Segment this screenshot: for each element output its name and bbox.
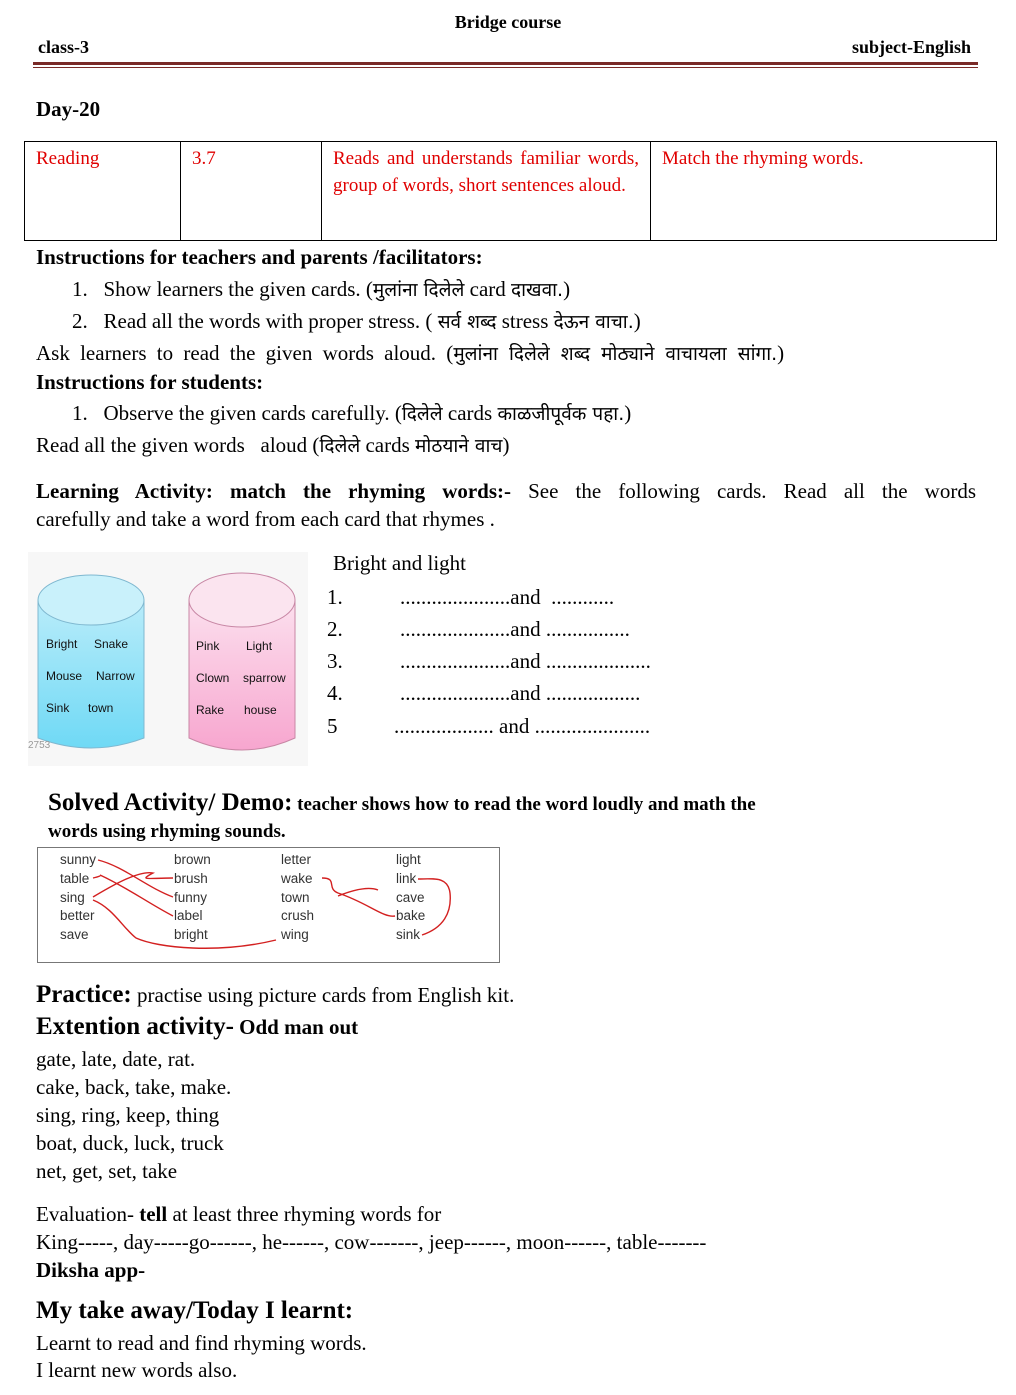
instruction-text: ) [777, 341, 785, 365]
student-instructions-heading: Instructions for students: [36, 370, 264, 394]
instruction-text: ) [563, 277, 571, 301]
example-pair: Bright and light [333, 551, 466, 575]
exercise-number: 3. [327, 649, 343, 673]
demo-word: funny [174, 890, 208, 905]
exercise-number: 2. [327, 617, 343, 641]
student-instruction-1 [72, 400, 631, 427]
cup-word: Light [246, 639, 273, 653]
odd-man-line: boat, duck, luck, truck [36, 1131, 224, 1155]
instruction-text: Read all the given words aloud ( [36, 433, 320, 457]
demo-word: letter [281, 852, 312, 867]
instruction-text: ) [633, 309, 641, 333]
learning-activity-text: See the following cards. Read all the words [511, 479, 976, 503]
solved-activity-heading: Solved Activity/ Demo: [48, 789, 293, 816]
demo-word: better [60, 908, 95, 923]
exercise-line [327, 713, 651, 739]
exercise-line [327, 648, 651, 674]
demo-word: sing [60, 890, 85, 905]
marathi-text: सर्व शब्द [437, 311, 497, 333]
extension-sub: Odd man out [233, 1015, 359, 1039]
matching-lines [38, 848, 499, 962]
evaluation-bold: tell [139, 1202, 168, 1226]
exercise-blanks: ................... and ...................... [394, 714, 651, 738]
subject-label: subject-English [851, 37, 971, 57]
rhyme-cups-illustration [28, 552, 308, 766]
takeaway-line: I learnt new words also. [36, 1358, 238, 1382]
instruction-text: Show learners the given cards. ( [103, 277, 373, 301]
demo-word: bright [174, 927, 208, 942]
list-number: 1. [72, 401, 88, 425]
header-rule-thick [33, 62, 978, 65]
demo-word: sink [396, 927, 421, 942]
demo-word: brown [174, 852, 211, 867]
header-rule-thin [33, 67, 978, 68]
practice-label: Practice: [36, 981, 132, 1008]
task-cell: Match the rhyming words. [651, 142, 997, 241]
solved-activity-line2: words using rhyming sounds. [48, 821, 286, 842]
demo-word: town [281, 890, 310, 905]
instruction-text: cards [442, 401, 498, 425]
learning-activity-line2: carefully and take a word from each card that rhymes . [36, 507, 495, 531]
teacher-instructions-heading: Instructions for teachers and parents /facilitators: [36, 245, 483, 269]
teacher-instruction-2 [72, 308, 641, 335]
takeaway-heading: My take away/Today I learnt: [36, 1297, 354, 1324]
demo-word: cave [396, 890, 425, 905]
instruction-text: Read all the words with proper stress. ( [103, 309, 438, 333]
exercise-line [327, 616, 630, 642]
instruction-text: cards [360, 433, 416, 457]
demo-word: sunny [60, 852, 97, 867]
demo-word: light [396, 852, 421, 867]
practice-line [36, 981, 514, 1009]
list-number: 1. [72, 277, 88, 301]
list-number: 2. [72, 309, 88, 333]
demo-word: crush [281, 908, 315, 923]
objective-row [25, 142, 997, 241]
extension-heading [36, 1013, 358, 1041]
cup-word: town [88, 701, 114, 715]
learning-activity-line1 [36, 478, 976, 504]
demo-word: brush [174, 871, 208, 886]
practice-text: practise using picture cards from English kit. [131, 983, 515, 1007]
class-label: class-3 [38, 37, 89, 57]
cup-word: Pink [196, 639, 220, 653]
exercise-number: 4. [327, 681, 343, 705]
code-cell: 3.7 [181, 142, 322, 241]
exercise-line [327, 680, 641, 706]
course-title: Bridge course [454, 12, 562, 32]
takeaway-line: Learnt to read and find rhyming words. [36, 1331, 367, 1355]
instruction-text: Observe the given cards carefully. ( [103, 401, 402, 425]
marathi-text: मुलांना दिलेले शब्द मोठ्याने वाचायला सांगा. [453, 343, 778, 365]
demo-word: bake [396, 908, 426, 923]
evaluation-rest: at least three rhyming words for [167, 1202, 442, 1226]
cup-word: Clown [196, 671, 230, 685]
solved-activity-desc: teacher shows how to read the word loudly and math the [292, 794, 756, 815]
exercise-blanks: .....................and ............ [400, 585, 615, 609]
demo-word: table [60, 871, 90, 886]
cup-word: Sink [46, 701, 70, 715]
odd-man-line: cake, back, take, make. [36, 1075, 232, 1099]
cups-svg [28, 552, 308, 766]
evaluation-words: King-----, day-----go------, he------, cow-------, jeep------, moon------, table------- [36, 1230, 707, 1254]
match-line [418, 879, 450, 935]
cup-word: Mouse [46, 669, 83, 683]
instruction-text: Ask learners to read the given words aloud. ( [36, 341, 454, 365]
solved-activity-line1 [48, 789, 756, 817]
area-cell: Reading [25, 142, 181, 241]
teacher-instruction-1 [72, 276, 570, 303]
exercise-number: 1. [327, 585, 343, 609]
marathi-text: देऊन वाचा. [553, 311, 634, 333]
day-heading: Day-20 [36, 97, 101, 121]
extension-label: Extention activity- [36, 1013, 234, 1040]
demo-word: save [60, 927, 89, 942]
exercise-blanks: .....................and .................. [400, 681, 641, 705]
cup-word: Narrow [96, 669, 135, 683]
marathi-text: दिलेले [319, 435, 361, 457]
match-line [322, 878, 395, 916]
instruction-text: ) [502, 433, 510, 457]
exercise-blanks: .....................and .................... [400, 649, 651, 673]
ask-learners-line [36, 340, 976, 367]
instruction-text: ) [624, 401, 632, 425]
odd-man-line: gate, late, date, rat. [36, 1047, 196, 1071]
match-line [93, 875, 173, 916]
exercise-number: 5 [327, 714, 338, 738]
odd-man-line: sing, ring, keep, thing [36, 1103, 220, 1127]
marathi-text: दाखवा. [511, 279, 564, 301]
marathi-text: मोठयाने वाच [415, 435, 503, 457]
outcome-cell: Reads and understands familiar words, group of words, short sentences aloud. [322, 142, 651, 241]
marathi-text: दिलेले [401, 403, 443, 425]
demo-word: label [174, 908, 203, 923]
evaluation-prefix: Evaluation- [36, 1202, 140, 1226]
objective-table [24, 141, 997, 241]
exercise-blanks: .....................and ................ [400, 617, 630, 641]
odd-man-line: net, get, set, take [36, 1159, 178, 1183]
diksha-app-label: Diksha app- [36, 1258, 146, 1282]
blue-cup-rim [38, 575, 144, 625]
marathi-text: मुलांना दिलेले [372, 279, 465, 301]
instruction-text: stress [496, 309, 554, 333]
cup-word: sparrow [243, 671, 286, 685]
cup-word: house [244, 703, 277, 717]
match-line [93, 900, 276, 948]
demo-word: wing [281, 927, 309, 942]
demo-word: wake [281, 871, 313, 886]
marathi-text: काळजीपूर्वक पहा. [497, 403, 625, 425]
cup-word: Rake [196, 703, 225, 717]
cup-word: Snake [94, 637, 129, 651]
rhyme-matching-card [37, 847, 500, 963]
demo-word: link [396, 871, 417, 886]
pink-cup-rim [189, 573, 295, 627]
corner-number: 2753 [28, 740, 51, 751]
instruction-text: card [464, 277, 512, 301]
learning-activity-label: Learning Activity: match the rhyming words:- [36, 479, 512, 503]
read-aloud-line [36, 432, 509, 459]
cup-word: Bright [46, 637, 78, 651]
exercise-line [327, 584, 615, 610]
evaluation-line [36, 1201, 441, 1227]
